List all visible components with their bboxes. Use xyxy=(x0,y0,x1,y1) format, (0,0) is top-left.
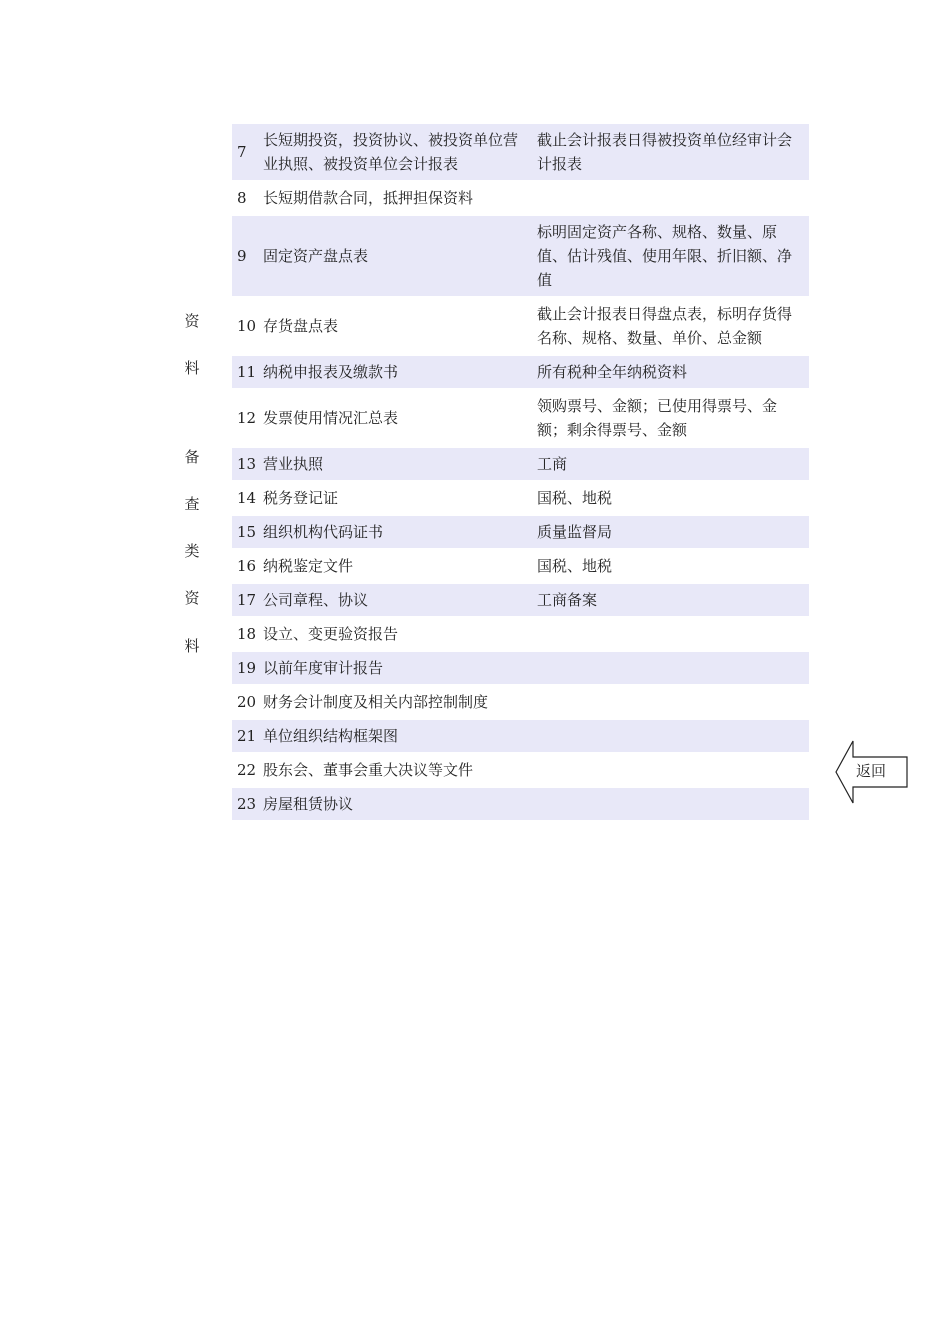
row-number: 18 xyxy=(232,617,259,651)
document-note: 工商 xyxy=(529,447,809,481)
table-row xyxy=(232,719,809,753)
document-name: 设立、变更验资报告 xyxy=(259,617,529,651)
side-label-char: 查 xyxy=(184,495,200,513)
table-row xyxy=(232,685,809,719)
table-row xyxy=(232,617,809,651)
document-note: 截止会计报表日得盘点表，标明存货得名称、规格、数量、单价、总金额 xyxy=(529,297,809,355)
row-number: 9 xyxy=(232,215,259,297)
document-note: 所有税种全年纳税资料 xyxy=(529,355,809,389)
document-note xyxy=(529,181,809,215)
document-name: 长短期借款合同，抵押担保资料 xyxy=(259,181,529,215)
row-number: 16 xyxy=(232,549,259,583)
document-note: 国税、地税 xyxy=(529,481,809,515)
document-note: 标明固定资产各称、规格、数量、原值、估计残值、使用年限、折旧额、净值 xyxy=(529,215,809,297)
document-checklist-table xyxy=(232,124,809,822)
table-row xyxy=(232,181,809,215)
side-label-char: 资 xyxy=(184,589,200,607)
document-name: 单位组织结构框架图 xyxy=(259,719,529,753)
document-note xyxy=(529,787,809,821)
row-number: 21 xyxy=(232,719,259,753)
document-note: 国税、地税 xyxy=(529,549,809,583)
table-row xyxy=(232,124,809,181)
side-label-char: 类 xyxy=(184,542,200,560)
row-number: 15 xyxy=(232,515,259,549)
return-button-label: 返回 xyxy=(856,762,887,780)
row-number: 20 xyxy=(232,685,259,719)
table-row xyxy=(232,355,809,389)
document-name: 存货盘点表 xyxy=(259,297,529,355)
table-row xyxy=(232,753,809,787)
row-number: 22 xyxy=(232,753,259,787)
document-name: 固定资产盘点表 xyxy=(259,215,529,297)
row-number: 14 xyxy=(232,481,259,515)
row-number: 17 xyxy=(232,583,259,617)
table-row xyxy=(232,481,809,515)
document-note: 截止会计报表日得被投资单位经审计会计报表 xyxy=(529,124,809,181)
document-note: 工商备案 xyxy=(529,583,809,617)
document-name: 以前年度审计报告 xyxy=(259,651,529,685)
document-name: 财务会计制度及相关内部控制制度 xyxy=(259,685,529,719)
document-note xyxy=(529,753,809,787)
row-number: 23 xyxy=(232,787,259,821)
table-row xyxy=(232,787,809,821)
document-name: 房屋租赁协议 xyxy=(259,787,529,821)
document-name: 税务登记证 xyxy=(259,481,529,515)
document-name: 公司章程、协议 xyxy=(259,583,529,617)
table-row xyxy=(232,297,809,355)
side-label-char: 料 xyxy=(184,359,200,377)
table-row xyxy=(232,389,809,447)
document-name: 发票使用情况汇总表 xyxy=(259,389,529,447)
table-row xyxy=(232,583,809,617)
document-name: 股东会、董事会重大决议等文件 xyxy=(259,753,529,787)
document-note xyxy=(529,651,809,685)
document-name: 纳税鉴定文件 xyxy=(259,549,529,583)
table-row xyxy=(232,651,809,685)
row-number: 11 xyxy=(232,355,259,389)
row-number: 8 xyxy=(232,181,259,215)
document-name: 纳税申报表及缴款书 xyxy=(259,355,529,389)
table-row xyxy=(232,549,809,583)
row-number: 13 xyxy=(232,447,259,481)
row-number: 10 xyxy=(232,297,259,355)
document-note xyxy=(529,719,809,753)
row-number: 12 xyxy=(232,389,259,447)
document-name: 长短期投资，投资协议、被投资单位营业执照、被投资单位会计报表 xyxy=(259,124,529,181)
table-row xyxy=(232,215,809,297)
section-side-label xyxy=(172,0,212,1344)
return-button[interactable] xyxy=(834,740,910,804)
document-name: 组织机构代码证书 xyxy=(259,515,529,549)
table-row xyxy=(232,515,809,549)
table-body xyxy=(232,124,809,821)
side-label-char: 备 xyxy=(184,448,200,466)
document-note: 质量监督局 xyxy=(529,515,809,549)
side-label-char: 料 xyxy=(184,637,200,655)
document-note xyxy=(529,617,809,651)
document-name: 营业执照 xyxy=(259,447,529,481)
row-number: 19 xyxy=(232,651,259,685)
side-label-char: 资 xyxy=(184,312,200,330)
document-note xyxy=(529,685,809,719)
row-number: 7 xyxy=(232,124,259,181)
document-note: 领购票号、金额；已使用得票号、金额；剩余得票号、金额 xyxy=(529,389,809,447)
table-row xyxy=(232,447,809,481)
